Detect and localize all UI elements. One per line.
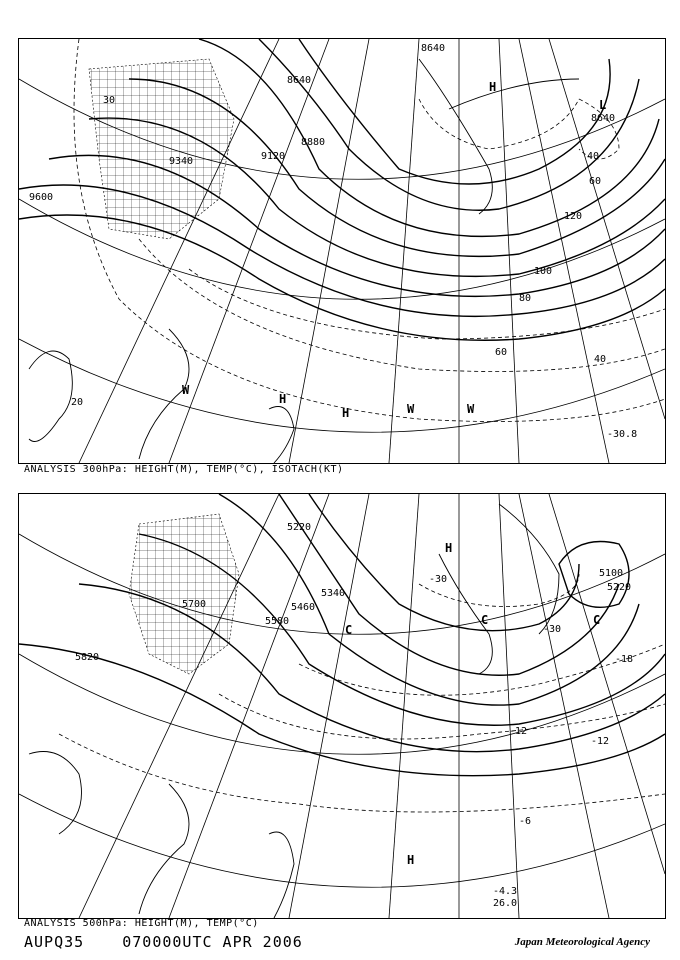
isotach-label: 30 xyxy=(103,95,116,106)
isotach-label: 120 xyxy=(564,211,583,222)
map-panel-300hpa xyxy=(18,38,666,464)
height-label: 5820 xyxy=(75,652,100,663)
height-label: 8640 xyxy=(591,113,616,124)
temp-label: -30 xyxy=(543,624,562,635)
temp-label: -18 xyxy=(615,654,634,665)
temp-label: -12 xyxy=(591,736,610,747)
height-label: 9120 xyxy=(261,151,286,162)
isotach-label: 40 xyxy=(594,354,607,365)
map-500hpa-chart xyxy=(19,494,665,918)
height-label: 5340 xyxy=(321,588,346,599)
hatched-area xyxy=(89,59,234,239)
system-label: W xyxy=(182,383,190,397)
temp-label: -30 xyxy=(429,574,448,585)
system-label: H xyxy=(445,541,453,555)
product-code-footer xyxy=(24,933,303,951)
height-label: 5220 xyxy=(607,582,632,593)
graticule xyxy=(19,494,665,918)
isotach-label: 20 xyxy=(71,397,84,408)
isotach-label: 60 xyxy=(589,176,602,187)
height-contours xyxy=(19,494,665,776)
height-label: 8640 xyxy=(421,43,446,54)
system-label: H xyxy=(279,392,287,406)
station-label: -30.8 xyxy=(607,429,638,440)
temp-label: -6 xyxy=(519,816,532,827)
station-label: 26.0 xyxy=(493,898,518,909)
height-label: 5460 xyxy=(291,602,316,613)
system-label: W xyxy=(407,402,415,416)
height-label: 8640 xyxy=(287,75,312,86)
system-label: C xyxy=(481,613,489,627)
hatched-area xyxy=(129,514,239,674)
system-label: H xyxy=(342,406,350,420)
system-label: W xyxy=(467,402,475,416)
product-code: AUPQ35 xyxy=(24,933,85,951)
height-label: 5220 xyxy=(287,522,312,533)
height-label: 5580 xyxy=(265,616,290,627)
height-label: 5700 xyxy=(182,599,207,610)
caption-500hpa: ANALYSIS 500hPa: HEIGHT(M), TEMP(°C) xyxy=(24,918,259,929)
map-panel-500hpa xyxy=(18,493,666,919)
height-label: 9340 xyxy=(169,156,194,167)
isotach-label: 100 xyxy=(534,266,553,277)
isotach-label: 60 xyxy=(495,347,508,358)
map-300hpa-chart xyxy=(19,39,665,463)
height-label: 5100 xyxy=(599,568,624,579)
system-label: C xyxy=(593,613,601,627)
agency-name: Japan Meteorological Agency xyxy=(514,936,650,948)
system-label: C xyxy=(345,623,353,637)
isotach-label: 80 xyxy=(519,293,532,304)
caption-300hpa: ANALYSIS 300hPa: HEIGHT(M), TEMP(°C), ISOTACH(KT) xyxy=(24,464,344,475)
temp-label: -12 xyxy=(509,726,528,737)
isotach-label: 40 xyxy=(587,151,600,162)
height-label: 8880 xyxy=(301,137,326,148)
system-label: L xyxy=(599,98,607,112)
station-label: -4.3 xyxy=(493,886,518,897)
height-label: 9600 xyxy=(29,192,54,203)
system-label: H xyxy=(489,80,497,94)
valid-time: 070000UTC APR 2006 xyxy=(122,933,303,951)
system-label: H xyxy=(407,853,415,867)
